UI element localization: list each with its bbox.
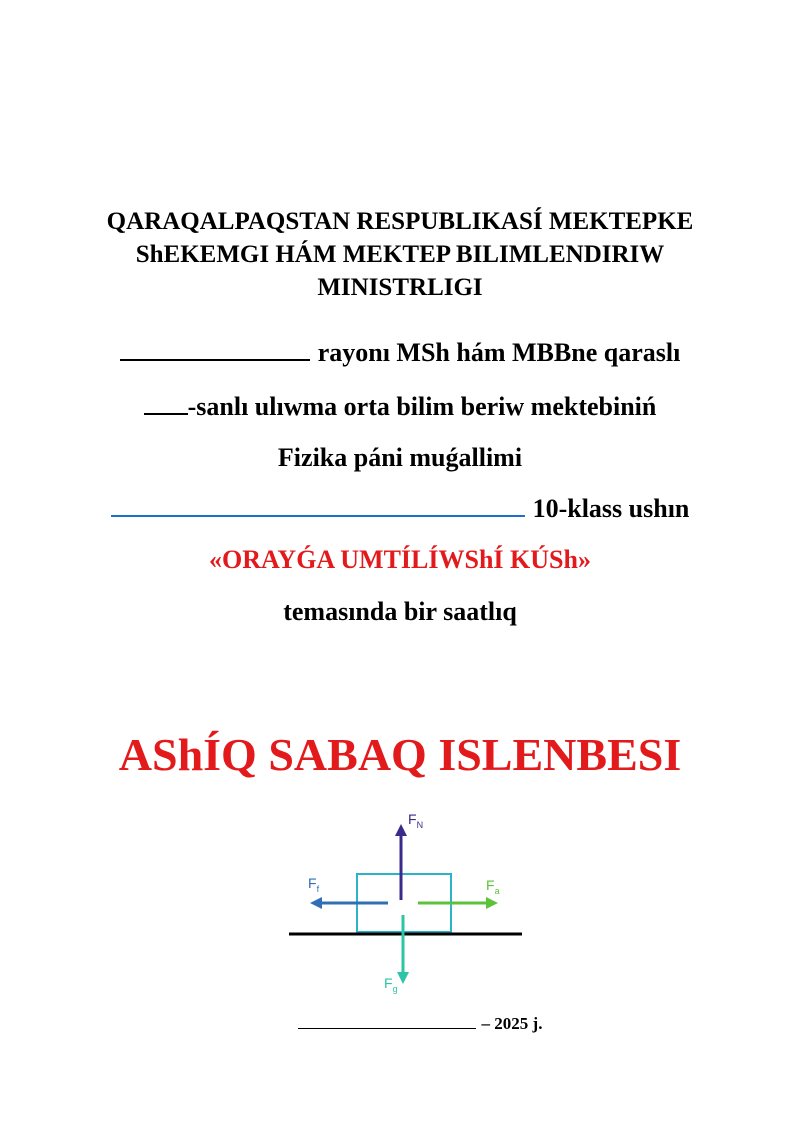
school-line xyxy=(0,392,800,422)
topic-suffix: temasında bir saatlıq xyxy=(283,597,517,626)
label-gravity-force: $F_g$ xyxy=(384,975,398,994)
grade-line xyxy=(0,494,800,524)
label-friction-force: $F_f$ xyxy=(308,875,320,894)
ministry-line-2: ShEKEMGI HÁM MEKTEP BILIMLENDIRIW xyxy=(135,241,665,268)
ministry-line-3: MINISTRLIGI xyxy=(317,274,483,301)
year-text: – 2025 j. xyxy=(481,1014,543,1033)
teacher-line: Fizika páni muǵallimi xyxy=(277,443,523,472)
school-number-blank[interactable] xyxy=(144,412,188,415)
label-applied-force: $F_a$ xyxy=(486,877,500,896)
teacher-name-blank[interactable] xyxy=(111,514,525,517)
district-line xyxy=(0,338,800,368)
force-diagram xyxy=(280,808,530,1008)
year-line xyxy=(270,1014,570,1034)
district-text: rayonı MSh hám MBBne qaraslı xyxy=(317,338,681,367)
ministry-line-1: QARAQALPAQSTAN RESPUBLIKASÍ MEKTEPKE xyxy=(106,208,694,235)
topic-title: «ORAYǴA UMTÍLÍWShÍ KÚSh» xyxy=(209,545,591,574)
school-text: -sanlı ulıwma orta bilim beriw mektebiniń xyxy=(187,392,657,421)
district-blank[interactable] xyxy=(120,358,310,361)
ministry-header xyxy=(40,205,760,304)
main-title: AShÍQ SABAQ ISLENBESI xyxy=(118,729,682,780)
date-blank[interactable] xyxy=(298,1027,476,1029)
label-normal-force: $F_N$ xyxy=(408,811,424,830)
grade-text: 10-klass ushın xyxy=(532,494,690,523)
